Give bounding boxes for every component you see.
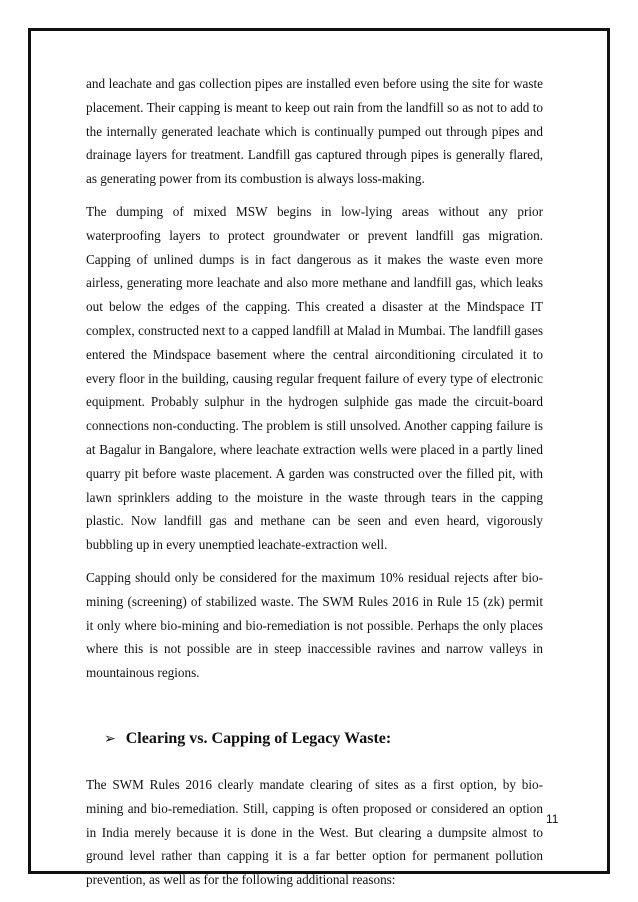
paragraph-mixed-msw-dumping: The dumping of mixed MSW begins in low-lying areas without any prior waterproofing layers to protect groundwater or prevent landfill gas migration. Capping of unlined dumps is in fact dangerous as it makes the waste even more airless, generating more leachate and also more methane and landfill gas, which leaks out below the edges of the capping. This created a disaster at the Mindspace IT complex, constructed next to a capped landfill at Malad in Mumbai. The landfill gases entered the Mindspace basement where the central airconditioning circulated it to every floor in the building, causing regular frequent failure of every type of electronic equipment. Probably sulphur in the hydrogen sulphide gas made the circuit-board connections non-conducting. The problem is still unsolved. Another capping failure is at Bagalur in Bangalore, where leachate extraction wells were placed in a partly lined quarry pit before waste placement. A garden was constructed over the filled pit, with lawn sprinklers adding to the moisture in the waste through tears in the capping plastic. Now landfill gas and methane can be seen and even heard, vigorously bubbling up in every unemptied leachate-extraction well. [86,203,543,553]
paragraph-leachate-pipes: and leachate and gas collection pipes are installed even before using the site for waste placement. Their capping is meant to keep out rain from the landfill so as not to add to the internally generated leachate which is continually pumped out through pipes and drainage layers for treatment. Landfill gas captured through pipes is generally flared, as generating power from its combustion is always loss-making. [86,76,543,187]
paragraph-clearing-vs-capping: The SWM Rules 2016 clearly mandate clearing of sites as a first option, by bio-mining and bio-remediation. Still, capping is often proposed or considered an option in India merely because it is done in the West. But clearing a dumpsite almost to ground level rather than capping it is a far better option for permanent pollution prevention, as well as for the following additional reasons: [86,776,543,888]
page-body [86,72,543,901]
paragraph-capping-consideration: Capping should only be considered for the maximum 10% residual rejects after bio-mining (screening) of stabilized waste. The SWM Rules 2016 in Rule 15 (zk) permit it only where bio-mining and bio-remediation is not possible. Perhaps the only places where this is not possible are in steep inaccessible ravines and narrow valleys in mountainous regions. [86,569,543,681]
page-number: 11 [546,812,559,826]
arrow-bullet-icon: ➢ [104,730,116,747]
section-heading-text: Clearing vs. Capping of Legacy Waste: [125,729,392,747]
section-heading [104,727,543,751]
